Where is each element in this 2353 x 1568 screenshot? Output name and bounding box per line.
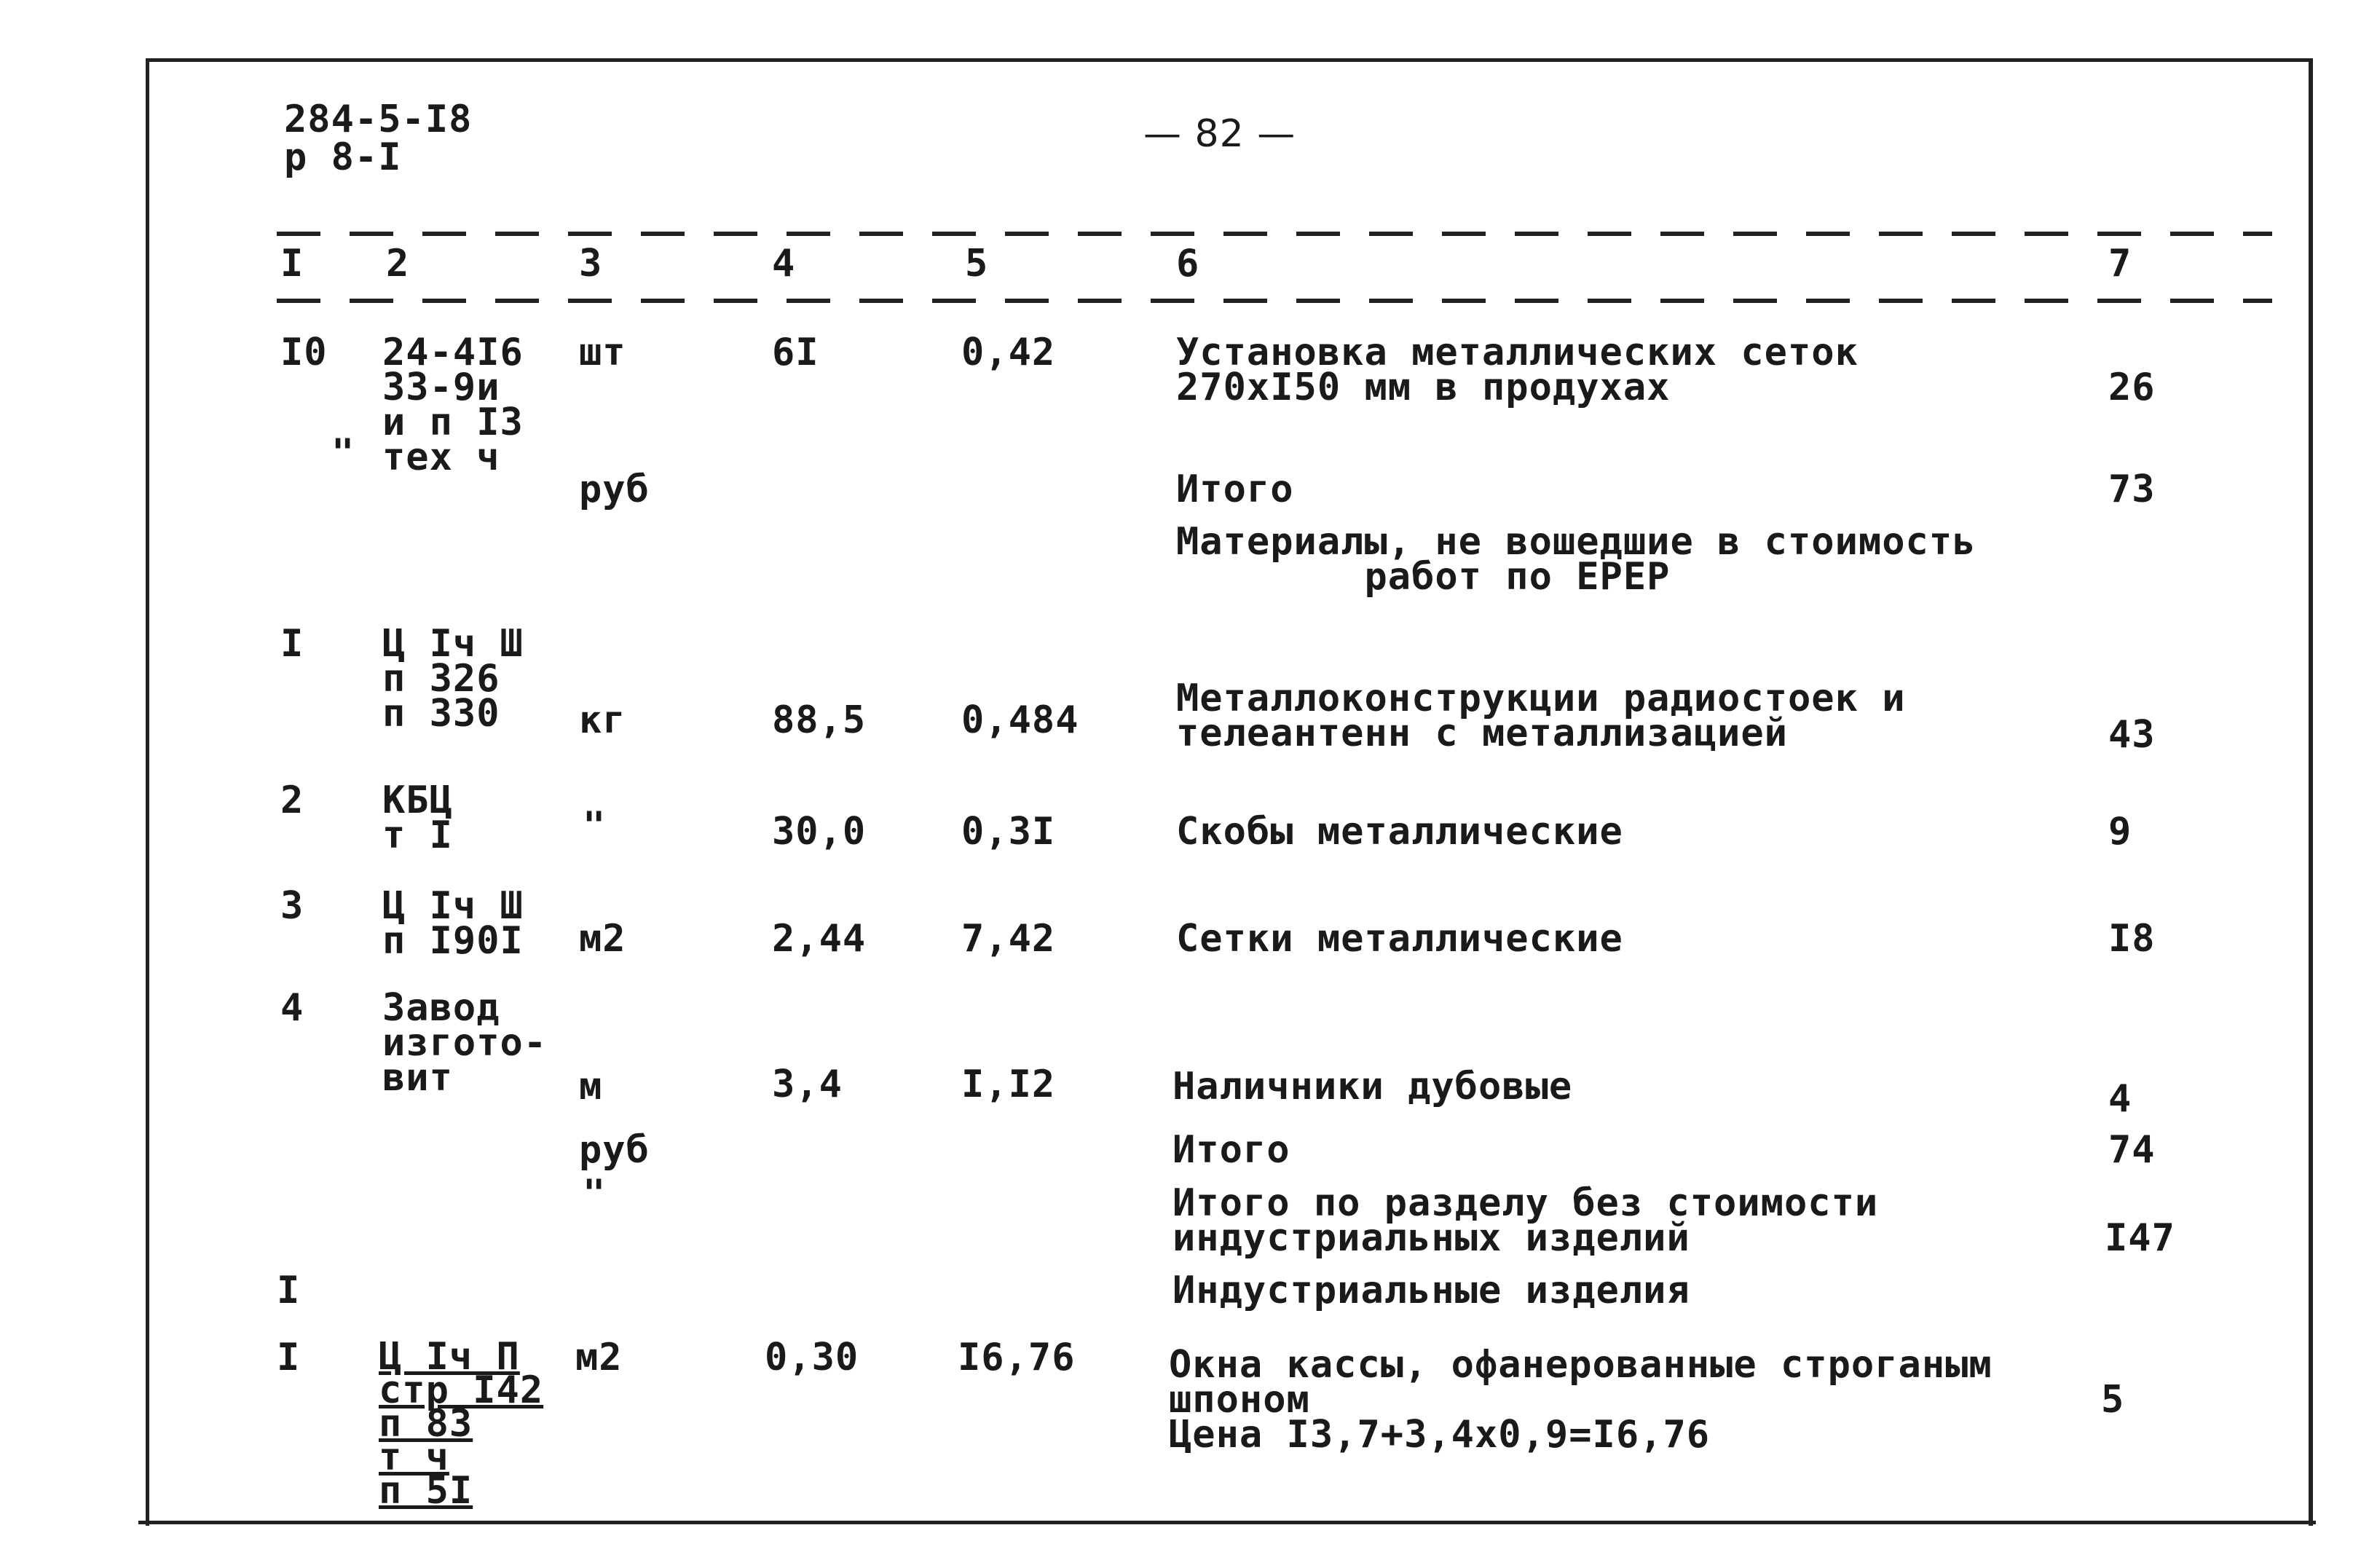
row0-c3: шт xyxy=(579,331,626,374)
row5-c2: Ц Iч Ш п I90I xyxy=(382,884,524,963)
row3-c5: 0,484 xyxy=(961,698,1079,742)
row4-c1: 2 xyxy=(280,779,304,822)
header-rule-top xyxy=(277,232,2272,236)
row8-c7: I47 xyxy=(2105,1216,2175,1260)
row4-c6: Скобы металлические xyxy=(1176,810,1623,854)
row3-c4: 88,5 xyxy=(772,698,867,742)
row10-c4: 0,30 xyxy=(765,1336,859,1379)
row10-c5: I6,76 xyxy=(958,1336,1076,1379)
row5-c5: 7,42 xyxy=(961,917,1056,961)
row10-c3: м2 xyxy=(575,1336,623,1379)
row7-c3: руб xyxy=(579,1128,650,1172)
row5-c4: 2,44 xyxy=(772,917,867,961)
col-header-4: 4 xyxy=(772,242,796,285)
row3-c2: Ц Iч Ш п 326 п 330 xyxy=(382,622,524,736)
row5-c7: I8 xyxy=(2108,917,2156,961)
row1-c6: Итого xyxy=(1176,468,1294,511)
row2-c6: Материалы, не вошедшие в стоимость работ по ЕРЕР xyxy=(1176,520,1976,599)
row8-c6: Итого по разделу без стоимости индустриальных изделий xyxy=(1172,1181,1879,1260)
row6-c6: Наличники дубовые xyxy=(1172,1065,1573,1108)
row0-c2: 24-4I6 33-9и и п I3 тех ч xyxy=(382,331,524,479)
row0-c7: 26 xyxy=(2108,366,2156,409)
row6-c1: 4 xyxy=(280,986,304,1030)
row9-c1: I xyxy=(277,1269,301,1312)
row0-c6: Установка металлических сеток 270хI50 мм в продухах xyxy=(1176,331,1859,409)
doc-code-line1: 284-5-I8 xyxy=(284,98,473,141)
row0-ditto: " xyxy=(331,431,355,475)
row6-c5: I,I2 xyxy=(961,1063,1056,1106)
row4-c5: 0,3I xyxy=(961,810,1056,854)
row6-c3: м xyxy=(579,1065,603,1108)
row10-c6: Окна кассы, офанерованные строганым шпоном Цена I3,7+3,4х0,9=I6,76 xyxy=(1169,1343,1993,1457)
col-header-1: I xyxy=(280,242,304,285)
row5-c6: Сетки металлические xyxy=(1176,917,1623,961)
row5-c3: м2 xyxy=(579,917,626,961)
row3-c1: I xyxy=(280,622,304,666)
row1-c3: руб xyxy=(579,468,650,511)
row10-c1: I xyxy=(277,1336,301,1379)
row6-c4: 3,4 xyxy=(772,1063,843,1106)
row4-c4: 30,0 xyxy=(772,810,867,854)
row6-c2: Завод изгото- вит xyxy=(382,986,548,1100)
row1-c7: 73 xyxy=(2108,468,2156,511)
row0-c5: 0,42 xyxy=(961,331,1056,374)
row8-c3: " xyxy=(583,1172,607,1216)
row9-c6: Индустриальные изделия xyxy=(1172,1269,1690,1312)
doc-code-line2: р 8-I xyxy=(284,135,402,179)
row6-c7: 4 xyxy=(2108,1077,2132,1121)
row7-c6: Итого xyxy=(1172,1128,1290,1172)
row3-c6: Металлоконструкции радиостоек и телеантенн с металлизацией xyxy=(1176,677,1906,755)
row0-c4: 6I xyxy=(772,331,819,374)
row4-c7: 9 xyxy=(2108,810,2132,854)
page-frame-right xyxy=(2309,58,2313,1526)
row3-c3: кг xyxy=(579,698,626,742)
row7-c7: 74 xyxy=(2108,1128,2156,1172)
col-header-5: 5 xyxy=(965,242,989,285)
page-frame-bottom xyxy=(138,1521,2316,1524)
col-header-2: 2 xyxy=(386,242,410,285)
col-header-7: 7 xyxy=(2108,242,2132,285)
row4-c3: " xyxy=(583,804,607,848)
col-header-3: 3 xyxy=(579,242,603,285)
row4-c2: КБЦ т I xyxy=(382,779,453,857)
row0-c1: I0 xyxy=(280,331,328,374)
page-frame-left xyxy=(146,58,149,1526)
row5-c1: 3 xyxy=(280,884,304,928)
row10-c2: Ц Iч П стр I42 п 83 т ч п 5I xyxy=(379,1335,544,1513)
row3-c7: 43 xyxy=(2108,713,2156,757)
row10-c7: 5 xyxy=(2101,1378,2125,1422)
header-rule-bottom xyxy=(277,299,2272,303)
page-number: — 82 — xyxy=(1143,112,1296,156)
col-header-6: 6 xyxy=(1176,242,1200,285)
page-frame-top xyxy=(149,58,2312,62)
